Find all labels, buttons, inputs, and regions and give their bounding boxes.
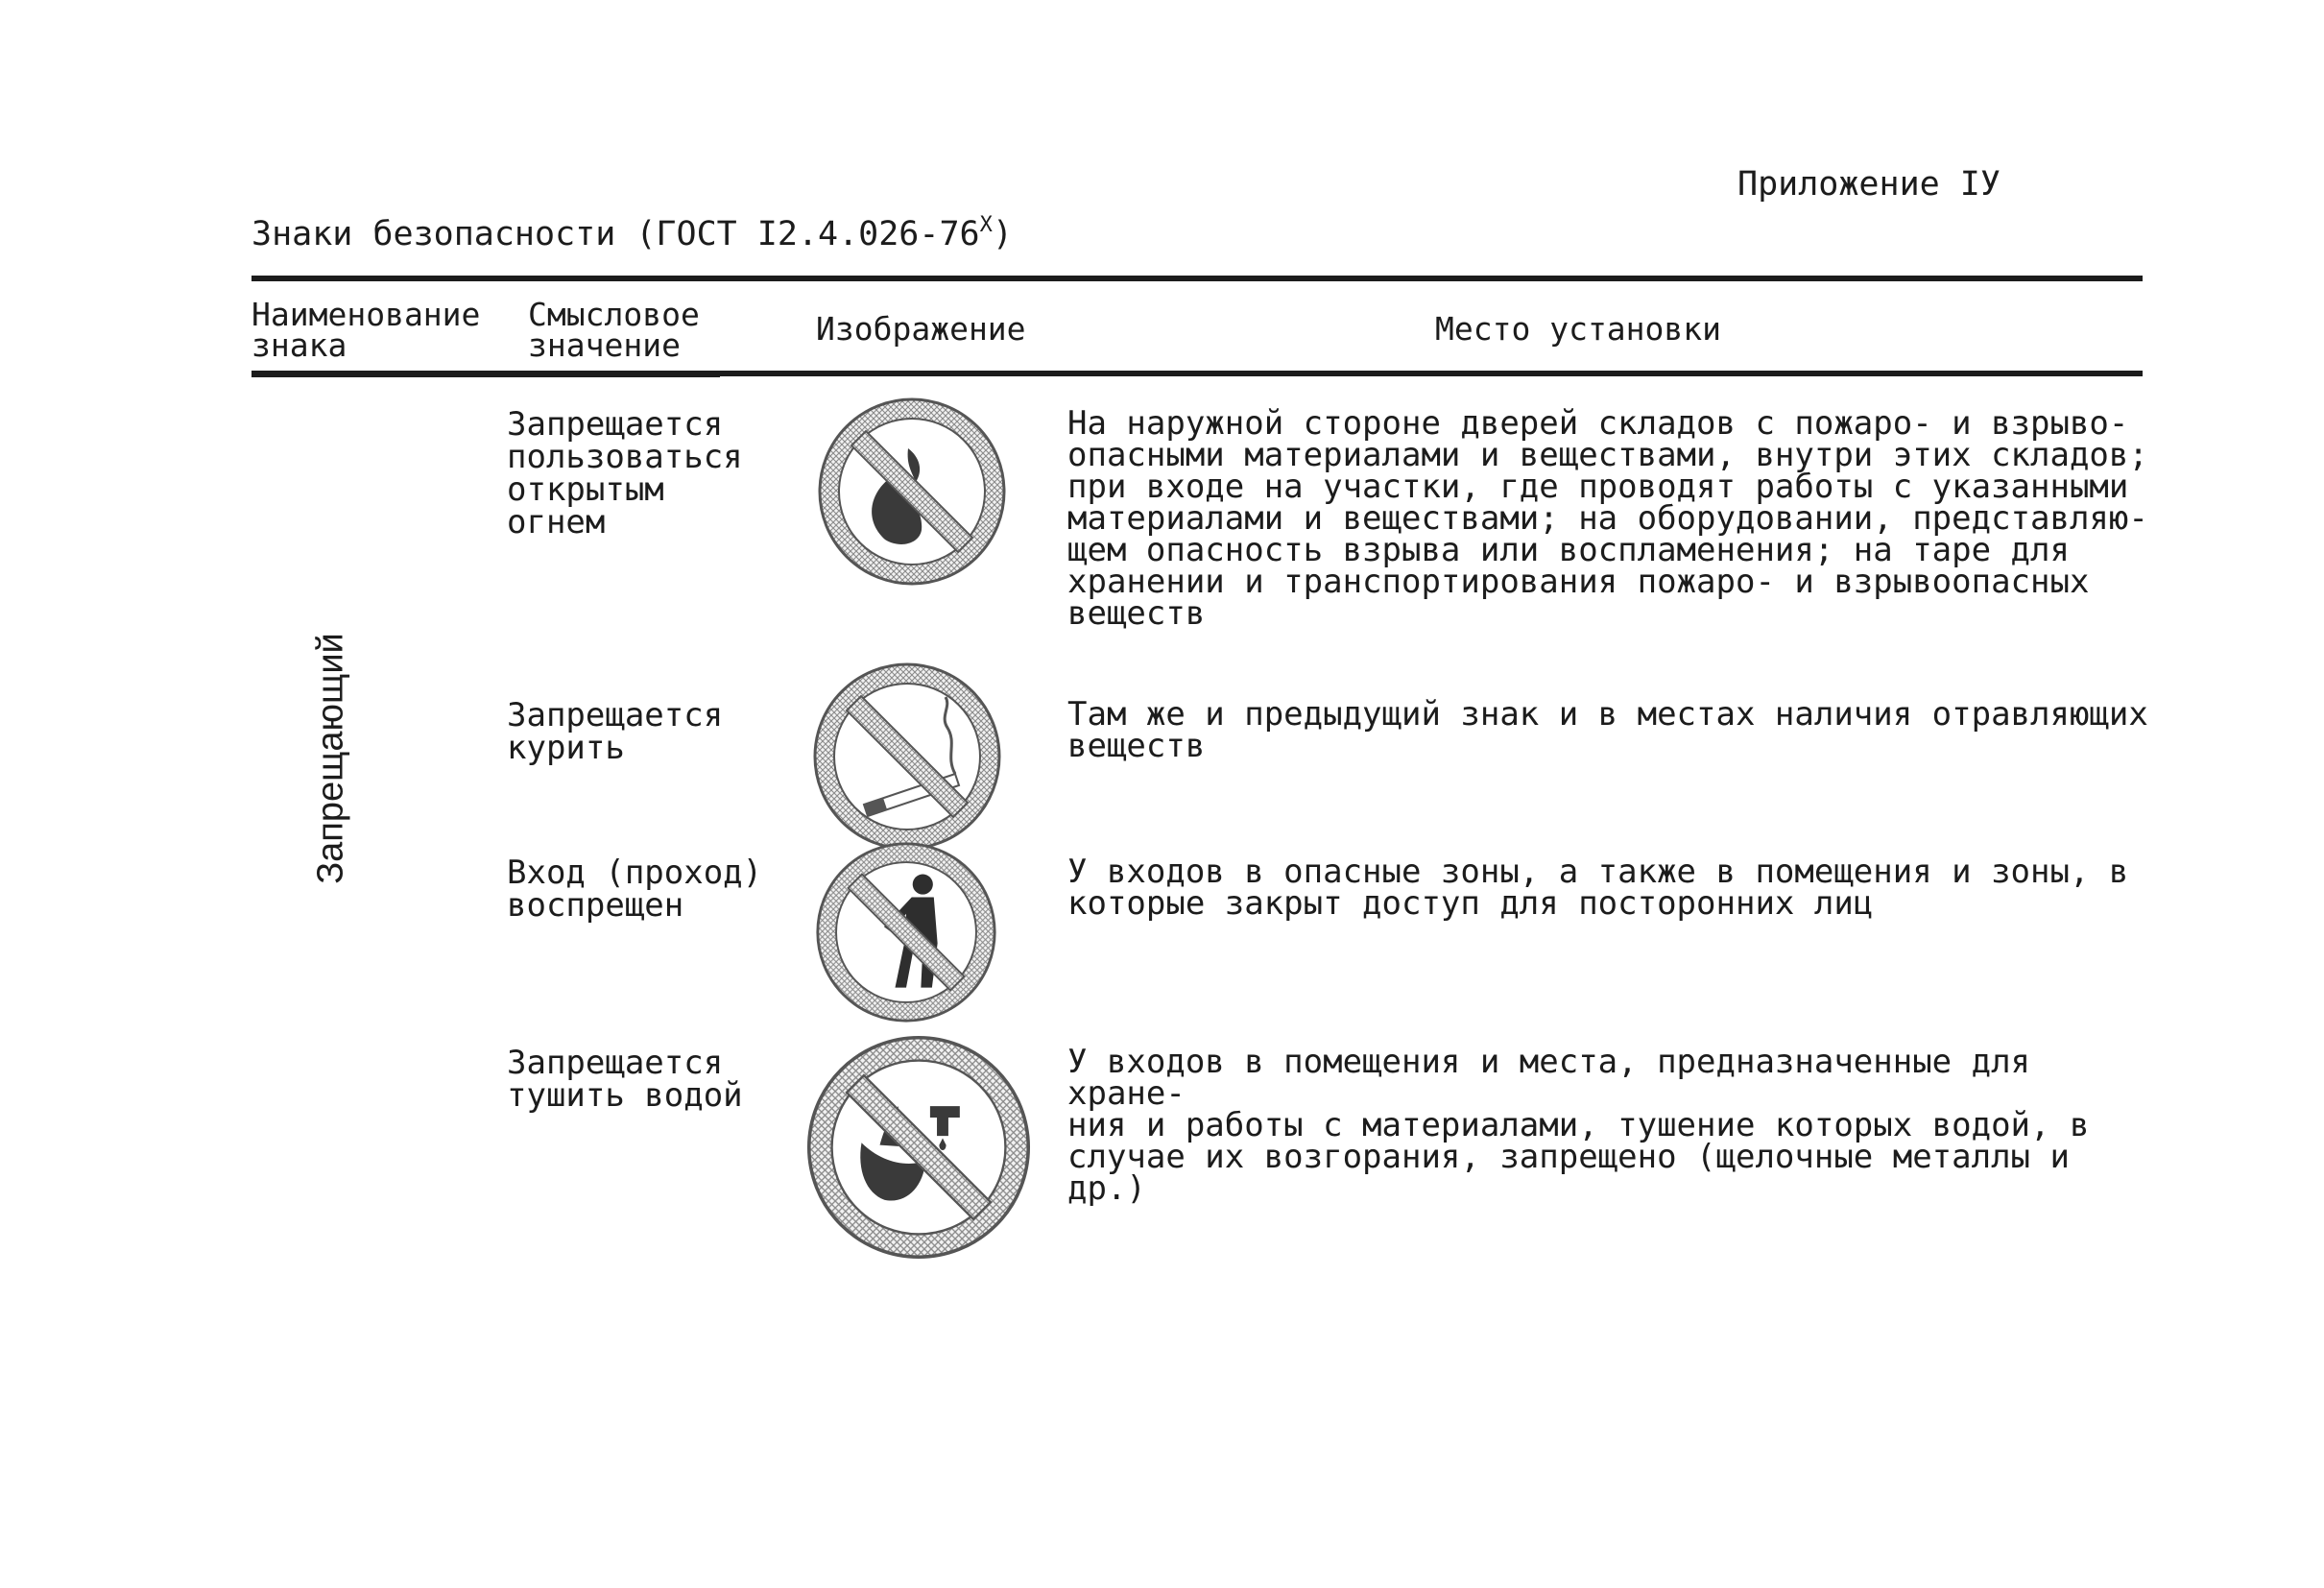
- document-title: Знаки безопасности (ГОСТ $I2.4.026-76^X$): [252, 213, 1013, 253]
- no-smoking-icon: [811, 661, 1003, 853]
- no-water-extinguishing-icon: [804, 1033, 1033, 1262]
- header-place: Место установки: [1435, 310, 1722, 348]
- header-sign-name: Наименование знака: [252, 296, 481, 364]
- no-open-flame-icon: [816, 396, 1008, 588]
- group-label-prohibiting: Запрещающий: [310, 633, 351, 884]
- appendix-label: Приложение IУ: [1737, 165, 2001, 204]
- row-1-place: На наружной стороне дверей складов с пожаро- и взрыво- опасными материалами и веществами, внутри этих складов; при входе на участки, где проводят работы с указанными материалами и веществами; на оборудовании, представляю- щем опасность взрыва или воспламенения; на таре для хранении и транспортирования пожаро- и взрывоопасных веществ: [1067, 404, 2148, 633]
- row-2-meaning: Запрещается курить: [507, 696, 724, 767]
- row-3-place: У входов в опасные зоны, а также в помещения и зоны, в которые закрыт доступ для посторонних лиц: [1067, 853, 2129, 923]
- no-entry-pedestrian-icon: [814, 840, 998, 1024]
- row-1-meaning: Запрещается пользоваться открытым огнем: [507, 405, 743, 541]
- header-bottom-rule: [252, 371, 2143, 376]
- table-top-rule: [252, 276, 2143, 281]
- header-image: Изображение: [816, 310, 1026, 348]
- row-3-meaning: Вход (проход) воспрещен: [507, 854, 763, 925]
- header-meaning: Смысловое значение: [528, 296, 700, 364]
- row-4-meaning: Запрещается тушить водой: [507, 1044, 743, 1115]
- row-2-place: Там же и предыдущий знак и в местах наличия отравляющих веществ: [1067, 695, 2148, 765]
- row-4-place: У входов в помещения и места, предназначенные для хране- ния и работы с материалами, тушение которых водой, в случае их возгорания, запрещено (щелочные металлы и др.): [1067, 1043, 2090, 1208]
